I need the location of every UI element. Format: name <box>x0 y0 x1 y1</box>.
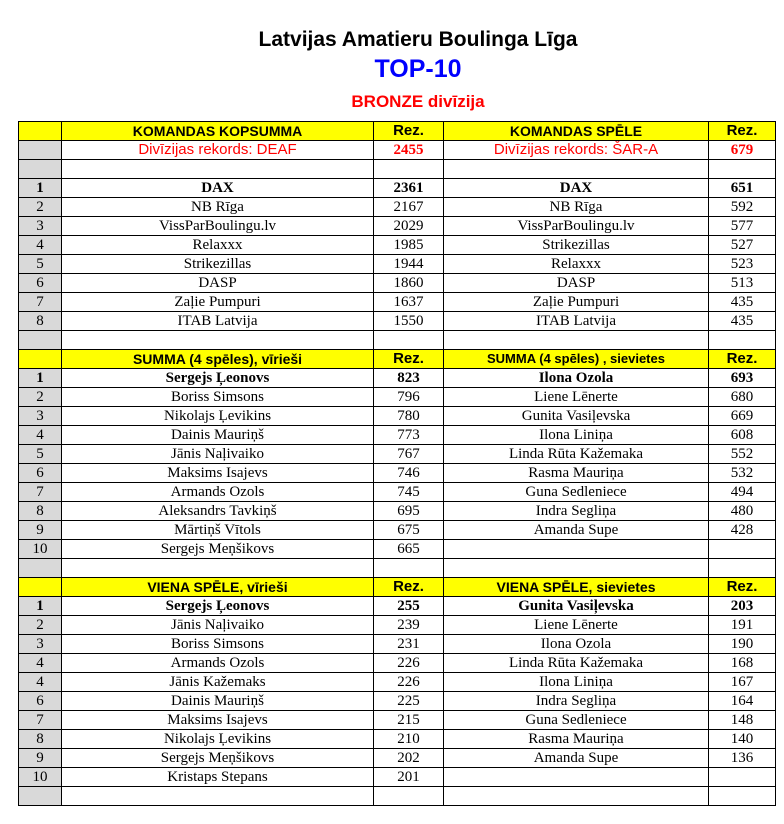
right-name-cell: Gunita Vasiļevska <box>444 597 709 616</box>
page-title: Latvijas Amatieru Boulinga Līga <box>258 28 578 51</box>
ranking-row <box>19 426 776 445</box>
right-value-cell: 513 <box>709 274 776 293</box>
left-value-cell: 675 <box>374 521 444 540</box>
right-value-cell: 191 <box>709 616 776 635</box>
ranking-row <box>19 274 776 293</box>
left-name-cell: Jānis Kažemaks <box>62 673 374 692</box>
right-value-cell: 651 <box>709 179 776 198</box>
ranking-row <box>19 407 776 426</box>
left-name-cell: Armands Ozols <box>62 654 374 673</box>
right-value-cell: 680 <box>709 388 776 407</box>
rank-cell: 6 <box>19 692 62 711</box>
right-name-cell: DAX <box>444 179 709 198</box>
right-value-cell: 148 <box>709 711 776 730</box>
left-value-cell: 2167 <box>374 198 444 217</box>
rez-header: Rez. <box>374 578 444 597</box>
right-name-cell: Rasma Mauriņa <box>444 464 709 483</box>
left-value-cell: 225 <box>374 692 444 711</box>
rank-cell: 5 <box>19 445 62 464</box>
left-name-cell: Jānis Naļivaiko <box>62 616 374 635</box>
ranking-row <box>19 654 776 673</box>
rank-cell: 7 <box>19 483 62 502</box>
left-value-cell: 1985 <box>374 236 444 255</box>
left-value-cell: 239 <box>374 616 444 635</box>
value-cell <box>709 331 776 350</box>
right-value-cell: 168 <box>709 654 776 673</box>
ranking-row <box>19 768 776 787</box>
left-name-cell: Sergejs Meņšikovs <box>62 540 374 559</box>
right-value-cell: 669 <box>709 407 776 426</box>
right-value-cell: 494 <box>709 483 776 502</box>
right-name-cell: DASP <box>444 274 709 293</box>
header-rank-cell <box>19 350 62 369</box>
right-name-cell: Linda Rūta Kažemaka <box>444 445 709 464</box>
rank-cell: 5 <box>19 255 62 274</box>
ranking-row <box>19 730 776 749</box>
left-value-cell: 823 <box>374 369 444 388</box>
right-value-cell: 428 <box>709 521 776 540</box>
ranking-row <box>19 293 776 312</box>
right-name-cell: Guna Sedleniece <box>444 711 709 730</box>
left-value-cell: 796 <box>374 388 444 407</box>
right-name-cell: Zaļie Pumpuri <box>444 293 709 312</box>
left-record-label: Divīzijas rekords: DEAF <box>62 141 374 160</box>
left-name-cell: Kristaps Stepans <box>62 768 374 787</box>
rank-cell: 9 <box>19 521 62 540</box>
ranking-row <box>19 255 776 274</box>
left-value-cell: 255 <box>374 597 444 616</box>
ranking-row <box>19 749 776 768</box>
right-name-cell: Liene Lēnerte <box>444 616 709 635</box>
name-cell <box>444 160 709 179</box>
value-cell <box>374 559 444 578</box>
value-cell <box>709 160 776 179</box>
left-section-title: KOMANDAS KOPSUMMA <box>62 122 374 141</box>
section-header-row <box>19 578 776 597</box>
left-record-value: 2455 <box>374 141 444 160</box>
left-name-cell: Relaxxx <box>62 236 374 255</box>
left-name-cell: Maksims Isajevs <box>62 464 374 483</box>
left-name-cell: Sergejs Ļeonovs <box>62 369 374 388</box>
left-name-cell: VissParBoulingu.lv <box>62 217 374 236</box>
left-value-cell: 1944 <box>374 255 444 274</box>
ranking-row <box>19 445 776 464</box>
right-name-cell: Guna Sedleniece <box>444 483 709 502</box>
value-cell <box>709 559 776 578</box>
right-value-cell: 552 <box>709 445 776 464</box>
rank-cell: 7 <box>19 293 62 312</box>
rank-cell: 1 <box>19 597 62 616</box>
left-value-cell: 695 <box>374 502 444 521</box>
right-name-cell: Strikezillas <box>444 236 709 255</box>
rank-cell: 2 <box>19 198 62 217</box>
right-name-cell: Gunita Vasiļevska <box>444 407 709 426</box>
empty-row <box>19 559 776 578</box>
value-cell <box>709 787 776 806</box>
left-section-title: SUMMA (4 spēles), vīrieši <box>62 350 374 369</box>
right-value-cell: 167 <box>709 673 776 692</box>
ranking-row <box>19 673 776 692</box>
name-cell <box>62 331 374 350</box>
left-value-cell: 745 <box>374 483 444 502</box>
empty-row <box>19 160 776 179</box>
rank-cell: 3 <box>19 407 62 426</box>
rank-cell <box>19 787 62 806</box>
left-name-cell: Dainis Mauriņš <box>62 426 374 445</box>
rank-cell: 6 <box>19 274 62 293</box>
right-value-cell: 164 <box>709 692 776 711</box>
right-name-cell: VissParBoulingu.lv <box>444 217 709 236</box>
rankings-table <box>18 121 776 806</box>
rank-cell: 6 <box>19 464 62 483</box>
left-name-cell: Strikezillas <box>62 255 374 274</box>
right-value-cell: 592 <box>709 198 776 217</box>
right-name-cell: ITAB Latvija <box>444 312 709 331</box>
right-value-cell <box>709 768 776 787</box>
right-value-cell: 480 <box>709 502 776 521</box>
right-name-cell: Amanda Supe <box>444 749 709 768</box>
name-cell <box>444 331 709 350</box>
right-value-cell: 527 <box>709 236 776 255</box>
rank-cell <box>19 331 62 350</box>
value-cell <box>374 331 444 350</box>
right-name-cell: Ilona Liniņa <box>444 673 709 692</box>
ranking-row <box>19 236 776 255</box>
left-value-cell: 1860 <box>374 274 444 293</box>
ranking-row <box>19 198 776 217</box>
right-record-value: 679 <box>709 141 776 160</box>
name-cell <box>62 559 374 578</box>
left-name-cell: Sergejs Ļeonovs <box>62 597 374 616</box>
left-name-cell: Boriss Simsons <box>62 388 374 407</box>
left-name-cell: Sergejs Meņšikovs <box>62 749 374 768</box>
left-name-cell: Boriss Simsons <box>62 635 374 654</box>
right-name-cell: Ilona Liniņa <box>444 426 709 445</box>
left-name-cell: Maksims Isajevs <box>62 711 374 730</box>
value-cell <box>374 787 444 806</box>
left-name-cell: Nikolajs Ļevikins <box>62 407 374 426</box>
left-value-cell: 226 <box>374 673 444 692</box>
right-name-cell: Linda Rūta Kažemaka <box>444 654 709 673</box>
rank-cell: 8 <box>19 730 62 749</box>
ranking-row <box>19 540 776 559</box>
left-value-cell: 1637 <box>374 293 444 312</box>
section-header-row <box>19 122 776 141</box>
rank-cell: 4 <box>19 236 62 255</box>
name-cell <box>62 160 374 179</box>
right-value-cell: 435 <box>709 293 776 312</box>
rank-cell <box>19 559 62 578</box>
ranking-row <box>19 312 776 331</box>
right-value-cell: 136 <box>709 749 776 768</box>
left-value-cell: 231 <box>374 635 444 654</box>
ranking-row <box>19 369 776 388</box>
right-name-cell: Ilona Ozola <box>444 369 709 388</box>
value-cell <box>374 160 444 179</box>
right-section-title: VIENA SPĒLE, sievietes <box>444 578 709 597</box>
ranking-row <box>19 635 776 654</box>
right-name-cell: Indra Segliņa <box>444 502 709 521</box>
right-value-cell: 190 <box>709 635 776 654</box>
right-value-cell: 532 <box>709 464 776 483</box>
left-value-cell: 210 <box>374 730 444 749</box>
name-cell <box>62 787 374 806</box>
ranking-row <box>19 217 776 236</box>
rank-cell: 8 <box>19 502 62 521</box>
left-name-cell: DAX <box>62 179 374 198</box>
header-rank-cell <box>19 578 62 597</box>
left-value-cell: 773 <box>374 426 444 445</box>
right-value-cell: 523 <box>709 255 776 274</box>
left-name-cell: Nikolajs Ļevikins <box>62 730 374 749</box>
left-value-cell: 746 <box>374 464 444 483</box>
left-value-cell: 780 <box>374 407 444 426</box>
rank-cell <box>19 160 62 179</box>
left-name-cell: Armands Ozols <box>62 483 374 502</box>
left-name-cell: Aleksandrs Tavkiņš <box>62 502 374 521</box>
right-section-title: SUMMA (4 spēles) , sievietes <box>444 350 709 369</box>
left-value-cell: 226 <box>374 654 444 673</box>
empty-row <box>19 787 776 806</box>
rank-cell: 8 <box>19 312 62 331</box>
rank-cell: 1 <box>19 369 62 388</box>
rank-cell: 3 <box>19 217 62 236</box>
ranking-row <box>19 483 776 502</box>
left-name-cell: NB Rīga <box>62 198 374 217</box>
right-name-cell: Ilona Ozola <box>444 635 709 654</box>
left-value-cell: 215 <box>374 711 444 730</box>
right-name-cell: Indra Segliņa <box>444 692 709 711</box>
left-section-title: VIENA SPĒLE, vīrieši <box>62 578 374 597</box>
rank-cell: 10 <box>19 768 62 787</box>
rank-cell: 4 <box>19 673 62 692</box>
right-value-cell: 140 <box>709 730 776 749</box>
ranking-row <box>19 711 776 730</box>
left-name-cell: ITAB Latvija <box>62 312 374 331</box>
right-name-cell <box>444 540 709 559</box>
left-name-cell: Mārtiņš Vītols <box>62 521 374 540</box>
left-name-cell: Dainis Mauriņš <box>62 692 374 711</box>
rank-cell: 9 <box>19 749 62 768</box>
right-name-cell: Rasma Mauriņa <box>444 730 709 749</box>
name-cell <box>444 787 709 806</box>
ranking-row <box>19 616 776 635</box>
right-name-cell: NB Rīga <box>444 198 709 217</box>
rank-cell <box>19 141 62 160</box>
left-value-cell: 2361 <box>374 179 444 198</box>
right-record-label: Divīzijas rekords: ŠAR-A <box>444 141 709 160</box>
right-name-cell <box>444 768 709 787</box>
ranking-row <box>19 597 776 616</box>
rank-cell: 3 <box>19 635 62 654</box>
empty-row <box>19 331 776 350</box>
ranking-row <box>19 521 776 540</box>
rez-header: Rez. <box>374 122 444 141</box>
section-header-row <box>19 350 776 369</box>
left-name-cell: Jānis Naļivaiko <box>62 445 374 464</box>
right-name-cell: Liene Lēnerte <box>444 388 709 407</box>
rez-header: Rez. <box>709 122 776 141</box>
rank-cell: 4 <box>19 654 62 673</box>
rez-header: Rez. <box>709 350 776 369</box>
left-name-cell: Zaļie Pumpuri <box>62 293 374 312</box>
rez-header: Rez. <box>374 350 444 369</box>
left-value-cell: 202 <box>374 749 444 768</box>
rank-cell: 2 <box>19 388 62 407</box>
right-value-cell <box>709 540 776 559</box>
division-label: BRONZE divīzija <box>351 92 485 111</box>
rank-cell: 1 <box>19 179 62 198</box>
right-value-cell: 608 <box>709 426 776 445</box>
left-value-cell: 201 <box>374 768 444 787</box>
page-subtitle: TOP-10 <box>374 55 462 83</box>
right-value-cell: 577 <box>709 217 776 236</box>
name-cell <box>444 559 709 578</box>
left-value-cell: 665 <box>374 540 444 559</box>
ranking-row <box>19 464 776 483</box>
rez-header: Rez. <box>709 578 776 597</box>
header-rank-cell <box>19 122 62 141</box>
right-value-cell: 435 <box>709 312 776 331</box>
right-name-cell: Amanda Supe <box>444 521 709 540</box>
ranking-row <box>19 502 776 521</box>
right-value-cell: 693 <box>709 369 776 388</box>
left-value-cell: 2029 <box>374 217 444 236</box>
right-value-cell: 203 <box>709 597 776 616</box>
division-record-row <box>19 141 776 160</box>
ranking-row <box>19 692 776 711</box>
rank-cell: 4 <box>19 426 62 445</box>
right-section-title: KOMANDAS SPĒLE <box>444 122 709 141</box>
right-name-cell: Relaxxx <box>444 255 709 274</box>
left-name-cell: DASP <box>62 274 374 293</box>
rank-cell: 7 <box>19 711 62 730</box>
left-value-cell: 1550 <box>374 312 444 331</box>
ranking-row <box>19 179 776 198</box>
left-value-cell: 767 <box>374 445 444 464</box>
rank-cell: 2 <box>19 616 62 635</box>
rank-cell: 10 <box>19 540 62 559</box>
ranking-row <box>19 388 776 407</box>
